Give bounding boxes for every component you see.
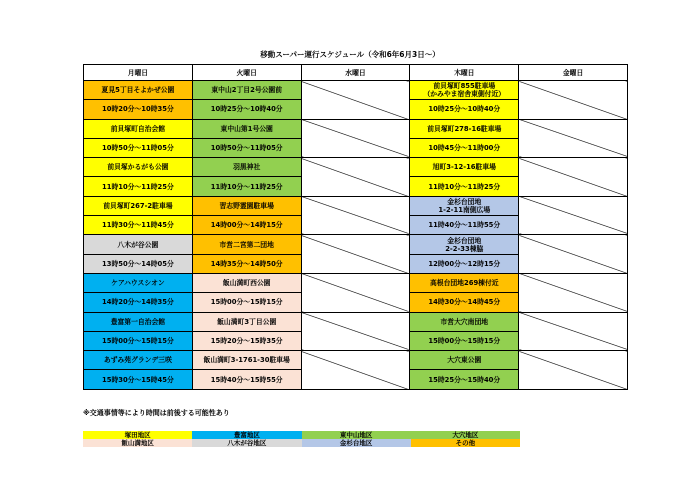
- tuesday-stop-time: 11時10分～11時25分: [192, 177, 301, 196]
- tuesday-stop-place: 飯山満町西公園: [192, 273, 301, 292]
- thursday-stop-time: 15時25分～15時40分: [410, 370, 519, 389]
- area-legend: [83, 431, 520, 447]
- schedule-table: [83, 64, 628, 390]
- thursday-stop-place: 市営大穴南団地: [410, 312, 519, 331]
- monday-stop-place: 豊富第一自治会館: [84, 312, 193, 331]
- friday-no-service-cell: [519, 158, 628, 197]
- monday-stop-place: あずみ苑グランデ三咲: [84, 351, 193, 370]
- friday-no-service-cell: [519, 81, 628, 120]
- monday-stop-place: 前貝塚町自治会館: [84, 119, 193, 138]
- legend-item: 八木が谷地区: [192, 439, 301, 447]
- tuesday-stop-place: 飯山満町3-1761-30駐車場: [192, 351, 301, 370]
- wednesday-no-service-cell: [301, 312, 410, 351]
- wednesday-no-service-cell: [301, 158, 410, 197]
- tuesday-stop-time: 14時00分～14時15分: [192, 216, 301, 235]
- wednesday-no-service-cell: [301, 351, 410, 390]
- schedule-row-place: [84, 235, 628, 254]
- header-thursday: 木曜日: [410, 65, 519, 81]
- thursday-stop-time: 10時25分～10時40分: [410, 100, 519, 119]
- wednesday-no-service-cell: [301, 119, 410, 158]
- legend-row: [83, 431, 520, 439]
- legend-item: 大穴地区: [411, 431, 520, 439]
- tuesday-stop-place: 羽黒神社: [192, 158, 301, 177]
- schedule-row-place: [84, 81, 628, 100]
- monday-stop-time: 11時30分～11時45分: [84, 216, 193, 235]
- friday-no-service-cell: [519, 119, 628, 158]
- thursday-stop-time: 10時45分～11時00分: [410, 138, 519, 157]
- wednesday-no-service-cell: [301, 196, 410, 235]
- friday-no-service-cell: [519, 351, 628, 390]
- schedule-row-place: [84, 273, 628, 292]
- monday-stop-time: 10時50分～11時05分: [84, 138, 193, 157]
- schedule-row-place: [84, 119, 628, 138]
- tuesday-stop-place: 東中山第1号公園: [192, 119, 301, 138]
- tuesday-stop-time: 15時00分～15時15分: [192, 293, 301, 312]
- header-row: [84, 65, 628, 81]
- friday-no-service-cell: [519, 235, 628, 274]
- schedule-row-place: [84, 196, 628, 215]
- tuesday-stop-place: 飯山満町3丁目公園: [192, 312, 301, 331]
- thursday-stop-time: 11時10分～11時25分: [410, 177, 519, 196]
- header-monday: 月曜日: [84, 65, 193, 81]
- monday-stop-place: 前貝塚町267-2駐車場: [84, 196, 193, 215]
- monday-stop-place: 前貝塚かるがも公園: [84, 158, 193, 177]
- schedule-row-place: [84, 158, 628, 177]
- page-title: 移動スーパー運行スケジュール（令和6年6月3日～）: [260, 50, 440, 59]
- legend-item: その他: [411, 439, 520, 447]
- legend-item: 金杉台地区: [302, 439, 411, 447]
- legend-item: 塚田地区: [83, 431, 192, 439]
- thursday-stop-time: 14時30分～14時45分: [410, 293, 519, 312]
- friday-no-service-cell: [519, 196, 628, 235]
- tuesday-stop-time: 14時35分～14時50分: [192, 254, 301, 273]
- thursday-stop-place: 金杉台団地 1-2-11南側広場: [410, 196, 519, 215]
- tuesday-stop-place: 習志野霊園駐車場: [192, 196, 301, 215]
- tuesday-stop-time: 10時50分～11時05分: [192, 138, 301, 157]
- monday-stop-time: 11時10分～11時25分: [84, 177, 193, 196]
- schedule-row-place: [84, 312, 628, 331]
- thursday-stop-place: 前貝塚町278-16駐車場: [410, 119, 519, 138]
- header-wednesday: 水曜日: [301, 65, 410, 81]
- monday-stop-place: 夏見5丁目そよかぜ公園: [84, 81, 193, 100]
- header-friday: 金曜日: [519, 65, 628, 81]
- wednesday-no-service-cell: [301, 235, 410, 274]
- thursday-stop-place: 旭町3-12-16駐車場: [410, 158, 519, 177]
- header-tuesday: 火曜日: [192, 65, 301, 81]
- monday-stop-time: 14時20分～14時35分: [84, 293, 193, 312]
- thursday-stop-time: 11時40分～11時55分: [410, 216, 519, 235]
- tuesday-stop-place: 市営二宮第二団地: [192, 235, 301, 254]
- traffic-note: ※交通事情等により時間は前後する可能性あり: [83, 409, 230, 417]
- legend-item: 飯山満地区: [83, 439, 192, 447]
- legend-item: 豊富地区: [192, 431, 301, 439]
- tuesday-stop-time: 10時25分～10時40分: [192, 100, 301, 119]
- monday-stop-place: 八木が谷公園: [84, 235, 193, 254]
- friday-no-service-cell: [519, 312, 628, 351]
- wednesday-no-service-cell: [301, 81, 410, 120]
- thursday-stop-time: 12時00分～12時15分: [410, 254, 519, 273]
- monday-stop-time: 13時50分～14時05分: [84, 254, 193, 273]
- tuesday-stop-time: 15時40分～15時55分: [192, 370, 301, 389]
- monday-stop-time: 15時00分～15時15分: [84, 331, 193, 350]
- tuesday-stop-place: 東中山2丁目2号公園前: [192, 81, 301, 100]
- thursday-stop-place: 大穴東公園: [410, 351, 519, 370]
- monday-stop-time: 10時20分～10時35分: [84, 100, 193, 119]
- legend-row: [83, 439, 520, 447]
- tuesday-stop-time: 15時20分～15時35分: [192, 331, 301, 350]
- thursday-stop-place: 金杉台団地 2-2-33棟脇: [410, 235, 519, 254]
- monday-stop-place: ケアハウスシオン: [84, 273, 193, 292]
- legend-item: 東中山地区: [302, 431, 411, 439]
- thursday-stop-place: 前貝塚町855駐車場 （かみやま宿舎東側付近）: [410, 81, 519, 100]
- friday-no-service-cell: [519, 273, 628, 312]
- wednesday-no-service-cell: [301, 273, 410, 312]
- schedule-row-place: [84, 351, 628, 370]
- thursday-stop-time: 15時00分～15時15分: [410, 331, 519, 350]
- thursday-stop-place: 高根台団地269棟付近: [410, 273, 519, 292]
- monday-stop-time: 15時30分～15時45分: [84, 370, 193, 389]
